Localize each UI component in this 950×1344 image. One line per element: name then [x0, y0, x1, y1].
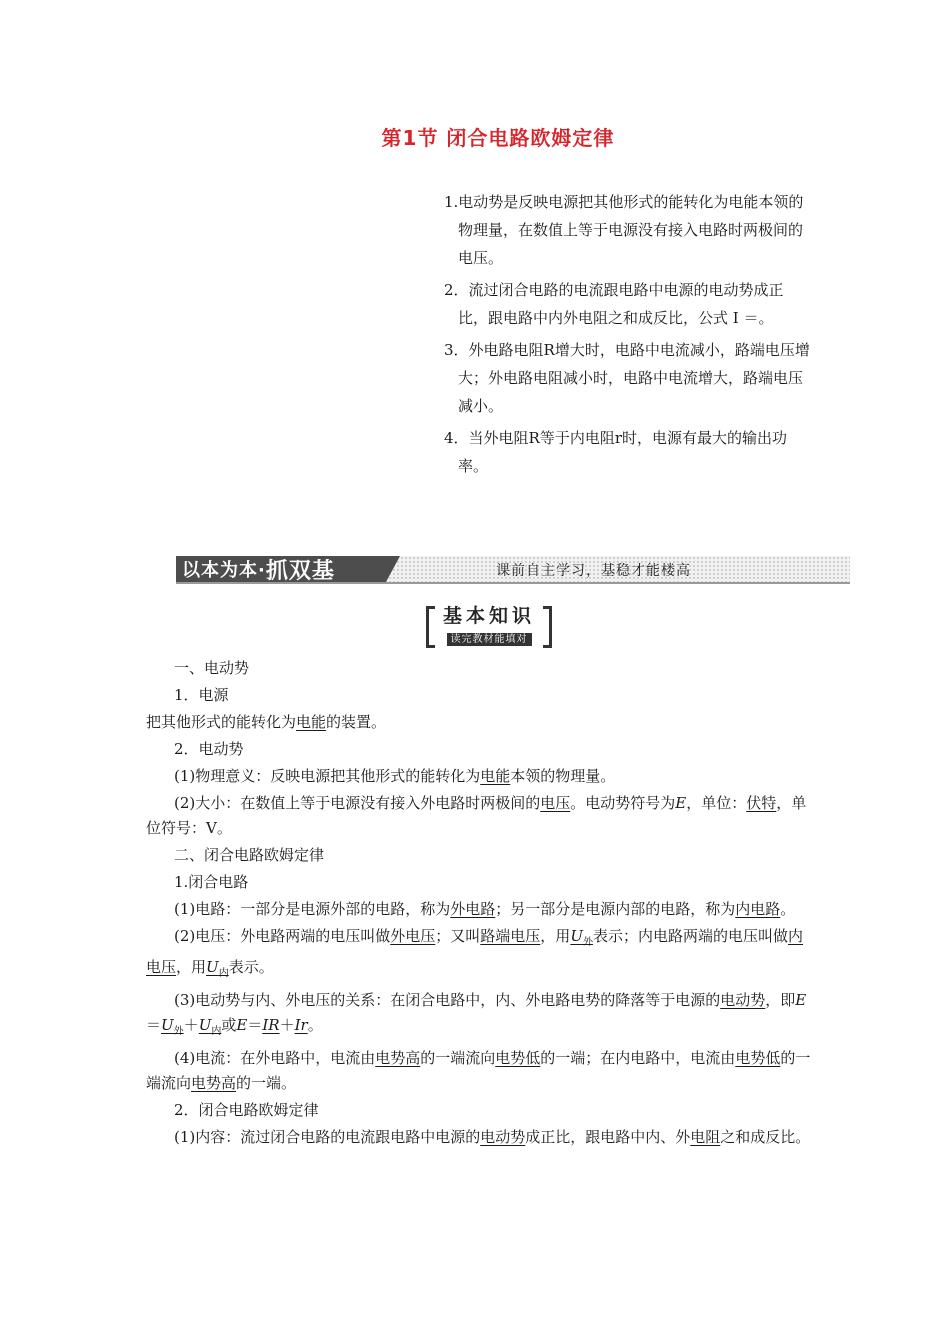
- paragraph: (2)电压：外电路两端的电压叫做外电压；又叫路端电压，用$U_外$表示；内电路两端的电压叫做内电压，用$U_内$表示。: [146, 927, 803, 979]
- knowledge-box-title: 基本知识: [442, 605, 535, 627]
- banner-notch: [386, 556, 400, 582]
- bracket-left: [426, 606, 435, 648]
- summary-item: 1.电动势是反映电源把其他形式的能转化为电能本领的物理量，在数值上等于电源没有接入电路时两极间的电压。: [444, 193, 804, 267]
- summary-item: 3．外电路电阻R增大时，电路中电流减小，路端电压增大；外电路电阻减小时，电路中电流增大，路端电压减小。: [444, 341, 810, 415]
- banner-subtitle: 课前自主学习，基稳才能楼高: [496, 563, 691, 579]
- knowledge-box-subtitle: 读完教材能填对: [447, 633, 532, 646]
- subheading-source: 1．电源: [174, 686, 229, 704]
- paragraph: (2)大小：在数值上等于电源没有接入外电路时两极间的电压。电动势符号为E，单位：伏特，单位符号：V。: [146, 794, 807, 837]
- summary-list: [444, 188, 812, 484]
- page-title: 第1节 闭合电路欧姆定律: [381, 126, 615, 150]
- subheading-closed-circuit: 1.闭合电路: [174, 873, 249, 891]
- summary-item: 4．当外电阻R等于内电阻r时，电源有最大的输出功率。: [444, 429, 788, 475]
- bracket-right: [543, 606, 552, 648]
- summary-item: 2．流过闭合电路的电流跟电路中电源的电动势成正比，跟电路中内外电阻之和成反比，公式 I ＝。: [444, 281, 784, 327]
- subheading-ohm-law: 2．闭合电路欧姆定律: [174, 1101, 319, 1119]
- paragraph: (1)物理意义：反映电源把其他形式的能转化为电能本领的物理量。: [174, 767, 616, 785]
- banner-tag-b: 抓双基: [265, 558, 335, 584]
- section-banner: [176, 556, 850, 584]
- knowledge-box: [426, 604, 552, 644]
- banner-tag-a: 以本为本·: [182, 560, 266, 581]
- paragraph: (4)电流：在外电路中，电流由电势高的一端流向电势低的一端；在内电路中，电流由电势低的一端流向电势高的一端。: [146, 1049, 811, 1092]
- heading-emf: 一、电动势: [174, 659, 250, 677]
- paragraph: 把其他形式的能转化为电能的装置。: [146, 713, 387, 731]
- heading-ohm: 二、闭合电路欧姆定律: [174, 846, 325, 864]
- body-text: [146, 656, 816, 1152]
- banner-tag: [176, 556, 386, 582]
- paragraph: (1)内容：流过闭合电路的电流跟电路中电源的电动势成正比，跟电路中内、外电阻之和成反比。: [174, 1128, 811, 1146]
- subheading-emf: 2．电动势: [174, 740, 244, 758]
- paragraph: (1)电路：一部分是电源外部的电路，称为外电路；另一部分是电源内部的电路，称为内电路。: [174, 900, 796, 918]
- paragraph: (3)电动势与内、外电压的关系：在闭合电路中，内、外电路电势的降落等于电源的电动势，即$E=U_外+U_内$或E＝IR＋Ir。: [146, 991, 807, 1037]
